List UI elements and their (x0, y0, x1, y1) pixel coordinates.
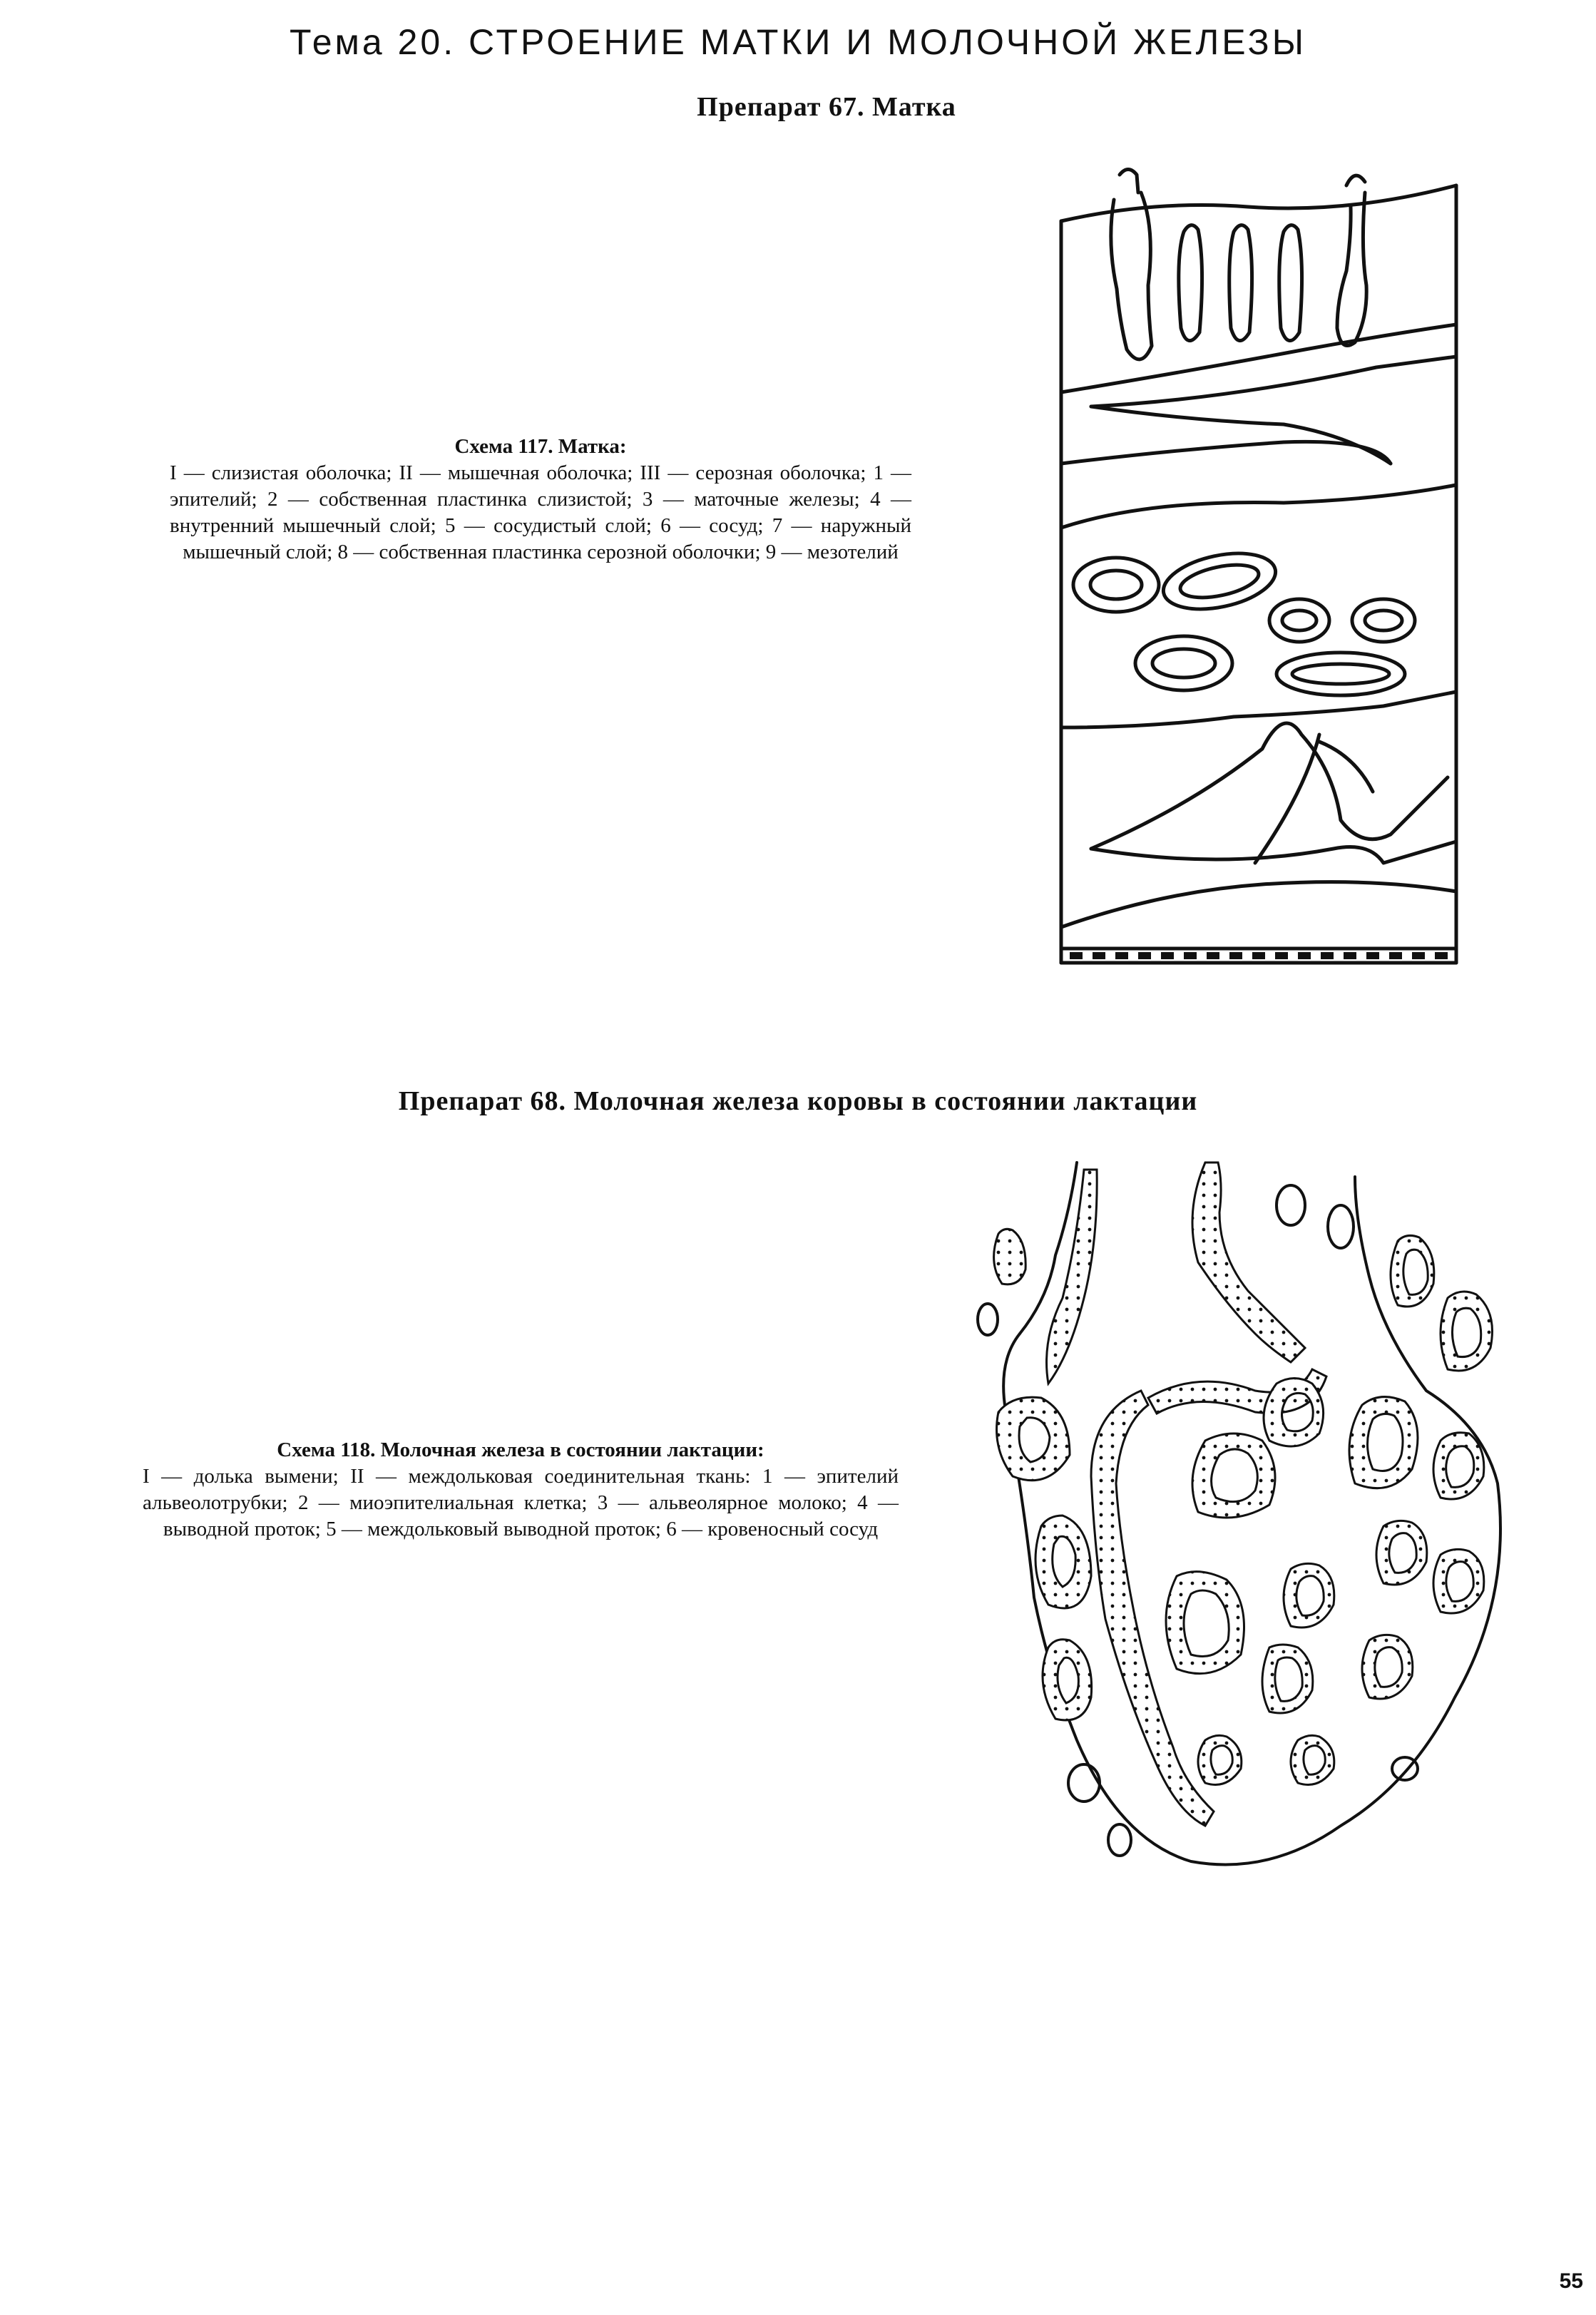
inner-muscle-band (1091, 357, 1456, 407)
blood-vessel-lumen (1292, 664, 1389, 684)
alveolus (1043, 1640, 1092, 1720)
epithelium-edge (1061, 185, 1456, 221)
excretory-duct (1091, 1391, 1214, 1826)
alveolus (1441, 1292, 1493, 1371)
blood-vessel (1135, 636, 1232, 690)
blood-vessel-lumen (1090, 571, 1142, 599)
alveolus (994, 1229, 1026, 1284)
outer-muscle-band (1255, 735, 1319, 863)
topic-title (0, 21, 1596, 63)
blood-vessel (1158, 544, 1280, 618)
scheme-118-caption (143, 1437, 899, 1543)
preparation-68-heading: Препарат 68. Молочная железа коровы в состоянии лактации (398, 1086, 1198, 1116)
scheme-118-title: Схема 118. Молочная железа в состоянии лактации: (277, 1438, 764, 1461)
alveolus (1198, 1735, 1242, 1784)
outer-muscle-band (1319, 742, 1373, 792)
mammary-gland-illustration (970, 1155, 1540, 1940)
interlobular-duct (1047, 1170, 1098, 1384)
uterine-gland-opening (1346, 175, 1365, 185)
scheme-117-legend: I — слизистая оболочка; II — мышечная оболочка; III — серозная оболочка; 1 — эпителий; 2 — собственная пластинка слизистой; 3 — маточные железы; 4 — внутренний мышечный слой; 5 — сосудистый слой; 6 — сосуд; 7 — наружный мышечный слой; 8 — собственная пластинка серозной оболочки; 9 — мезотелий (170, 461, 911, 563)
uterus-illustration (1048, 164, 1490, 1048)
scheme-118-legend: I — долька вымени; II — междольковая соединительная ткань: 1 — эпителий альвеолотрубки; 2 — миоэпителиальная клетка; 3 — альвеолярное молоко; 4 — выводной проток; 5 — междольковый выводной проток; 6 — кровеносный сосуд (143, 1465, 899, 1540)
uterine-gland (1229, 225, 1252, 341)
uterine-gland (1111, 193, 1152, 359)
scheme-117-title: Схема 117. Матка: (454, 435, 627, 458)
alveolus (1433, 1549, 1484, 1613)
alveolus (1349, 1397, 1418, 1488)
page-number: 55 (1559, 2269, 1583, 2293)
blood-vessel (1073, 558, 1159, 612)
uterine-gland (1279, 225, 1302, 341)
uterine-gland-opening (1120, 170, 1138, 193)
scheme-117-caption (170, 434, 911, 566)
uterine-gland (1337, 193, 1366, 346)
mesothelium-cells (1070, 952, 1448, 959)
uterine-gland (1179, 225, 1202, 341)
blood-vessel-lumen (1365, 610, 1402, 630)
alveolus (1391, 1235, 1434, 1307)
alveolus (1291, 1735, 1334, 1784)
alveolus (1166, 1572, 1244, 1674)
alveolus (1376, 1521, 1427, 1585)
blood-vessel-lumen (1152, 649, 1215, 678)
topic-label: Тема 20. (289, 22, 456, 62)
alveolus (1035, 1516, 1091, 1608)
blood-vessel (1352, 599, 1415, 642)
alveolus (1192, 1434, 1275, 1518)
alveolus (1284, 1563, 1334, 1627)
vascular-boundary (1061, 485, 1456, 528)
alveolus (1362, 1635, 1413, 1699)
alveolus (1433, 1433, 1484, 1499)
topic-heading: СТРОЕНИЕ МАТКИ И МОЛОЧНОЙ ЖЕЛЕЗЫ (469, 22, 1306, 62)
interlobular-duct (1192, 1162, 1305, 1362)
inner-muscle-band (1061, 441, 1391, 464)
outer-muscle-band (1091, 842, 1456, 863)
preparation-67-heading: Препарат 67. Матка (697, 92, 956, 122)
alveolus (1264, 1379, 1324, 1447)
outer-muscle-band (1091, 723, 1448, 849)
blood-vessel (1277, 653, 1405, 695)
alveolus (997, 1397, 1070, 1481)
outer-muscle-boundary (1061, 692, 1456, 727)
serosa-boundary (1061, 882, 1456, 927)
mucosa-boundary (1061, 324, 1456, 392)
blood-vessel-lumen (1282, 610, 1316, 630)
blood-vessel (1269, 599, 1329, 642)
alveolus (1262, 1645, 1313, 1713)
